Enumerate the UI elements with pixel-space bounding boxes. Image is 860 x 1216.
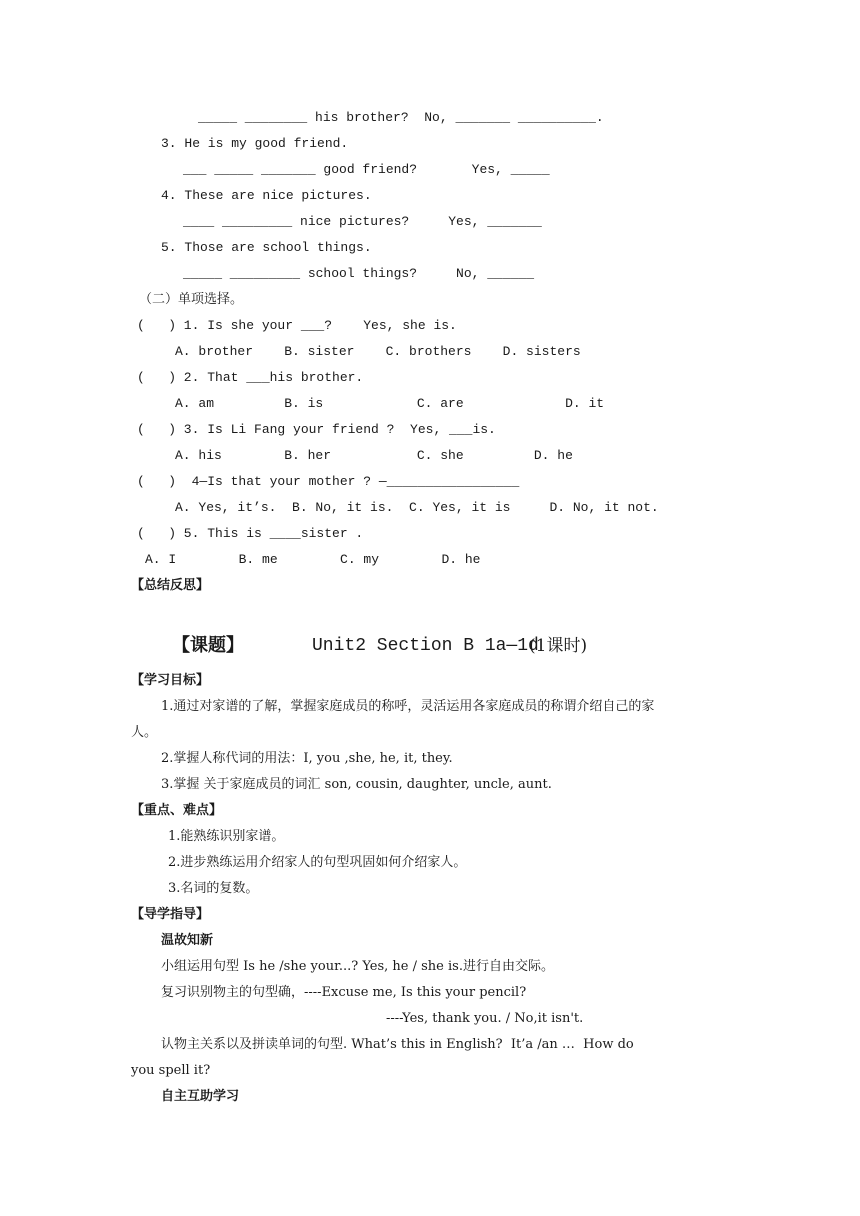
fill-answer-line: ___ _____ _______ good friend? Yes, _____: [183, 162, 550, 177]
mc-question: ( ) 1. Is she your ___? Yes, she is.: [137, 318, 457, 333]
fill-answer-line: ____ _________ nice pictures? Yes, _______: [183, 214, 542, 229]
goal-line: 1.通过对家谱的了解，掌握家庭成员的称呼，灵活运用各家庭成员的称谓介绍自己的家: [161, 699, 655, 714]
lesson-unit: Unit2 Section B 1a—1d: [312, 636, 539, 656]
review-line: 复习识别物主的句型确，----Excuse me, Is this your pencil?: [161, 985, 527, 1000]
guide-heading: 【导学指导】: [131, 907, 210, 922]
goal-line: 3.掌握 关于家庭成员的词汇 son, cousin, daughter, uncle, aunt.: [161, 777, 552, 792]
review-line: ----Yes, thank you. / No,it isn't.: [386, 1011, 584, 1026]
lesson-label: 【课题】: [172, 635, 244, 656]
mc-question: ( ) 2. That ___his brother.: [137, 370, 364, 385]
key-heading: 【重点、难点】: [131, 803, 223, 818]
fill-stem: 5. Those are school things.: [161, 240, 372, 255]
review-line: 认物主关系以及拼读单词的句型. What’s this in English? It’a /an … How do: [161, 1037, 634, 1052]
mc-options: A. am B. is C. are D. it: [175, 396, 605, 411]
fill-stem: 3. He is my good friend.: [161, 136, 349, 151]
mc-options: A. I B. me C. my D. he: [145, 552, 481, 567]
key-point: 2.进步熟练运用介绍家人的句型巩固如何介绍家人。: [168, 855, 467, 870]
key-point: 1.能熟练识别家谱。: [168, 829, 285, 844]
self-study-heading: 自主互助学习: [161, 1089, 240, 1104]
goal-line: 人。: [131, 725, 158, 740]
section-heading-mc: （二）单项选择。: [139, 292, 244, 307]
mc-question: ( ) 4—Is that your mother ? —_________________: [137, 474, 520, 489]
mc-options: A. brother B. sister C. brothers D. sisters: [175, 344, 581, 359]
mc-options: A. Yes, it’s. B. No, it is. C. Yes, it is D. No, it not.: [175, 500, 659, 515]
fill-answer-line: _____ ________ his brother? No, _______ __________.: [198, 110, 604, 125]
goals-heading: 【学习目标】: [131, 673, 210, 688]
key-point: 3.名词的复数。: [168, 881, 259, 896]
fill-answer-line: _____ _________ school things? No, ______: [183, 266, 535, 281]
review-heading: 温故知新: [161, 933, 214, 948]
fill-stem: 4. These are nice pictures.: [161, 188, 372, 203]
mc-options: A. his B. her C. she D. he: [175, 448, 573, 463]
lesson-period: (1课时): [529, 636, 588, 656]
summary-heading: 【总结反思】: [131, 578, 210, 593]
mc-question: ( ) 3. Is Li Fang your friend ? Yes, ___is.: [137, 422, 496, 437]
goal-line: 2.掌握人称代词的用法：I, you ,she, he, it, they.: [161, 751, 453, 766]
review-line: you spell it?: [131, 1063, 211, 1078]
mc-question: ( ) 5. This is ____sister .: [137, 526, 364, 541]
review-line: 小组运用句型 Is he /she your...? Yes, he / she is.进行自由交际。: [161, 959, 554, 974]
